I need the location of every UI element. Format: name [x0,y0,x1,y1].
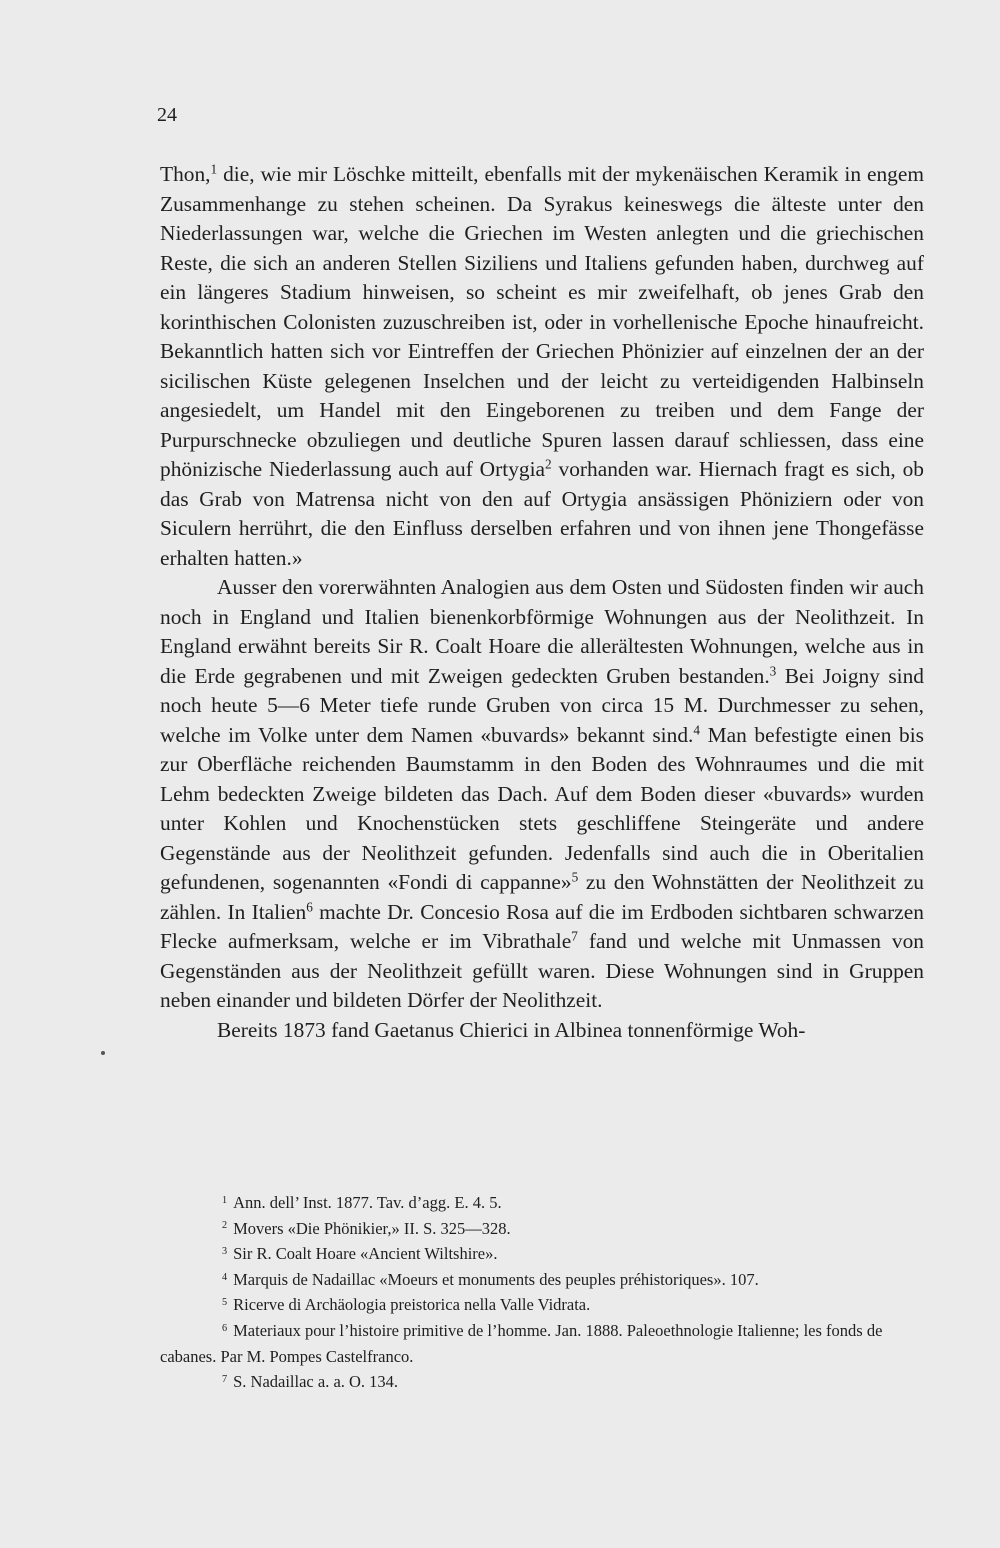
footnote-ref: 2 [545,456,552,472]
text-run: Man befestigte einen bis zur Oberfläche reichenden Baumstamm in den Boden des Wohnraumes und die mit Lehm bedeckten Zweige bildeten das Dach. Auf dem Boden dieser «buvards» wurden unter Kohlen und Knochenstücken stets geschliffene Steingeräte und andere Gegenstände aus der Neolithzeit gefunden. Jedenfalls sind auch die in Oberitalien gefundenen, sogenannten «Fondi di cappanne» [160,722,924,894]
footnote-text: Ann. dell’ Inst. 1877. Tav. d’agg. E. 4. 5. [233,1193,502,1212]
footnote [160,1216,930,1242]
main-text [160,160,924,1045]
footnote-number: 1 [222,1194,228,1206]
footnote-number: 2 [222,1220,228,1232]
text-run: die, wie mir Löschke mitteilt, ebenfalls mit der mykenäischen Keramik in engem Zusammenhange zu stehen scheinen. Da Syrakus keineswegs die älteste unter den Niederlassungen war, welche die Griechen im Westen anlegten und die griechischen Reste, die sich an anderen Stellen Siziliens und Italiens gefunden haben, durchweg auf ein längeres Stadium hinweisen, so scheint es mir zweifelhaft, ob jenes Grab den korinthischen Colonisten zuzuschreiben ist, oder in vorhellenische Epoche hinaufreicht. Bekanntlich hatten sich vor Eintreffen der Griechen Phönizier auf einzelnen der an der sicilischen Küste gelegenen Inselchen und der leicht zu verteidigenden Halbinseln angesiedelt, um Handel mit den Eingeborenen zu treiben und dem Fange der Purpurschnecke obzuliegen und deutliche Spuren lassen darauf schliessen, dass eine phönizische Niederlassung auch auf Ortygia [160,162,924,481]
footnote-text: S. Nadaillac a. a. O. 134. [233,1372,399,1392]
footnote-text: Ricerve di Archäologia preistorica nella Valle Vidrata. [233,1295,591,1315]
footnote-number: 6 [222,1322,228,1334]
footnote-ref: 6 [306,899,313,915]
footnote [160,1318,930,1369]
text-run: Bereits 1873 fand Gaetanus Chierici in Albinea tonnenförmige Woh- [217,1017,806,1042]
text-run: Thon, [160,162,211,186]
footnote [160,1190,930,1216]
footnote [160,1267,930,1293]
footnote-ref: 3 [769,663,777,679]
footnote-number: 4 [222,1271,228,1283]
footnote [160,1369,930,1395]
footnote-ref: 1 [210,161,218,177]
text-run: vorhanden war. Hiernach fragt es sich, ob das Grab von Matrensa nicht von den auf Ortygia ansässigen Phöniziern oder von Siculern herrührt, die den Einfluss derselben erfahren und von ihnen jene Thongefässe erhalten hatten.» [160,457,924,570]
footnote-number: 5 [222,1297,228,1309]
page-number: 24 [157,104,177,126]
footnotes [160,1190,930,1395]
footnote-text: Marquis de Nadaillac «Moeurs et monuments des peuples préhistoriques». 107. [233,1269,759,1289]
text-run: fand und welche mit Unmassen von Gegenständen aus der Neolithzeit gefüllt waren. Diese Wohnungen sind in Gruppen neben einander und bildeten Dörfer der Neolithzeit. [160,929,924,1012]
text-run: zu den Wohnstätten der Neolithzeit zu zählen. In Italien [160,870,924,924]
footnote-number: 3 [222,1246,228,1258]
footnote-text: Sir R. Coalt Hoare «Ancient Wiltshire». [233,1244,498,1264]
text-run: machte Dr. Concesio Rosa auf die im Erdboden sichtbaren schwarzen Flecke aufmerksam, welche er im Vibrathale [160,899,924,953]
footnote [160,1292,930,1318]
paragraph [160,160,924,573]
footnote-ref: 7 [571,928,578,944]
paragraph [160,573,924,1016]
text-run: Bei Joigny sind noch heute 5—6 Meter tiefe runde Gruben von circa 15 M. Durchmesser zu sehen, welche im Volke unter dem Namen «buvards» bekannt sind. [160,663,924,747]
text-run: Ausser den vorerwähnten Analogien aus dem Osten und Südosten finden wir auch noch in England und Italien bienenkorbförmige Wohnungen aus der Neolithzeit. In England erwähnt bereits Sir R. Coalt Hoare die allerältesten Wohnungen, welche aus in die Erde gegrabenen und mit Zweigen gedeckten Gruben bestanden. [160,575,924,688]
footnote-text: Movers «Die Phönikier,» II. S. 325—328. [233,1218,511,1238]
footnote-ref: 4 [693,722,700,738]
footnote-text: Materiaux pour l’histoire primitive de l’homme. Jan. 1888. Paleoethnologie Italienne; les fonds de cabanes. Par M. Pompes Castelfranco. [160,1320,883,1366]
footnote [160,1241,930,1267]
margin-mark [101,1051,105,1055]
footnote-number: 7 [222,1374,228,1386]
footnote-ref: 5 [571,869,579,885]
paragraph [160,1016,924,1046]
